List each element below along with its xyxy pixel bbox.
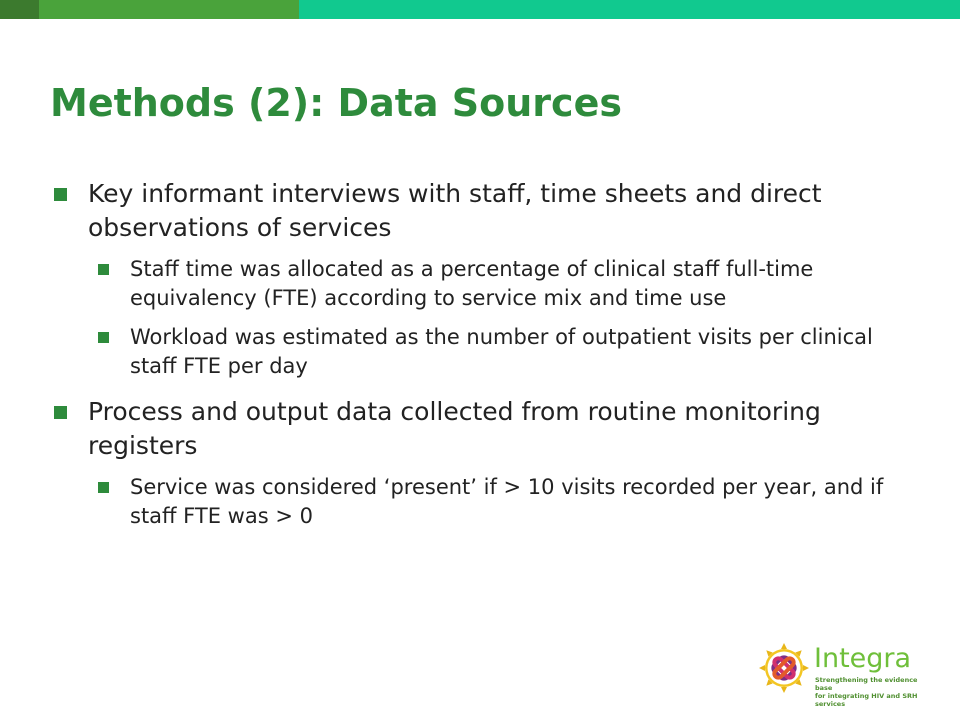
integra-knot-icon: [758, 642, 810, 694]
integra-logo: [758, 642, 930, 708]
accent-bar-dark-segment: [0, 0, 39, 19]
sub-bullet-list: [88, 255, 912, 381]
top-accent-bar: [0, 0, 960, 19]
square-bullet-icon: [98, 332, 109, 343]
sub-bullet-item: [88, 255, 912, 313]
bullet-list: [52, 177, 912, 545]
square-bullet-icon: [54, 406, 67, 419]
sub-bullet-list: [88, 473, 912, 531]
sub-bullet-text: Workload was estimated as the number of outpatient visits per clinical staff FTE per day: [130, 325, 873, 378]
square-bullet-icon: [54, 188, 67, 201]
accent-bar-mid-segment: [39, 0, 299, 19]
accent-bar-light-segment: [299, 0, 960, 19]
logo-tagline-line-1: Strengthening the evidence base: [815, 676, 918, 692]
bullet-text: Key informant interviews with staff, time sheets and direct observations of services: [88, 179, 822, 242]
slide-title: Methods (2): Data Sources: [50, 81, 622, 125]
sub-bullet-item: [88, 473, 912, 531]
sub-bullet-item: [88, 323, 912, 381]
sub-bullet-text: Staff time was allocated as a percentage of clinical staff full-time equivalency (FTE) according to service mix and time use: [130, 257, 814, 310]
bullet-item: [52, 177, 912, 381]
sub-bullet-text: Service was considered ‘present’ if > 10 visits recorded per year, and if staff FTE was > 0: [130, 475, 884, 528]
square-bullet-icon: [98, 264, 109, 275]
bullet-text: Process and output data collected from routine monitoring registers: [88, 397, 821, 460]
square-bullet-icon: [98, 482, 109, 493]
logo-name: Integra: [814, 643, 912, 674]
logo-tagline-line-2: for integrating HIV and SRH services: [815, 692, 918, 708]
bullet-item: [52, 395, 912, 531]
logo-tagline: [815, 676, 935, 708]
